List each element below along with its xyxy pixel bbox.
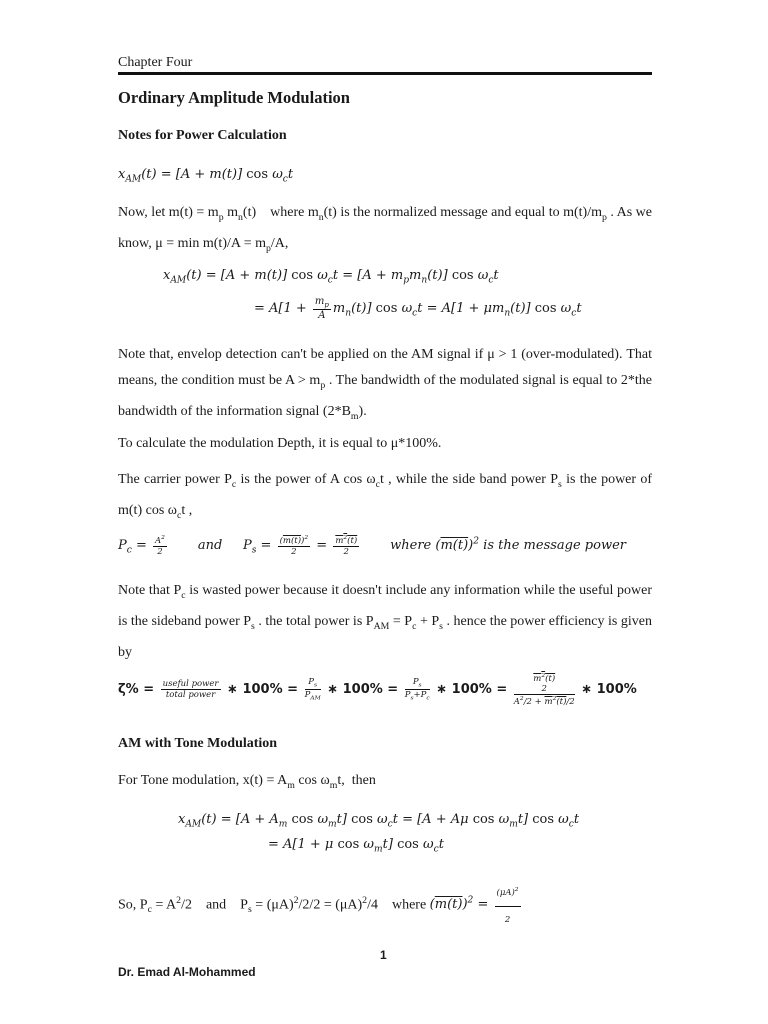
equation-power-pc-ps: $P_c$ = $\frac{A^2}{2}$ and $P_s$ = $\frac{(m(t))^2}{2}$ = $\frac{m^2(t)}{2}$ where $(m(t))^2$ is the message power — [118, 534, 626, 557]
paragraph-modulation-depth: To calculate the modulation Depth, it is equal to μ*100%. — [118, 436, 442, 451]
header-rule — [118, 72, 652, 75]
paragraph-envelope-detection: Note that, envelop detection can't be applied on the AM signal if μ > 1 (over-modulated). That means, the condition must be $A > m_p$ . The bandwidth of the modulated signal is equal to 2*the bandwidth of the information signal $(2*B_m)$. — [118, 347, 652, 422]
paragraph-carrier-power: The carrier power $P_c$ is the power of A $\cos \omega_ct$ , while the side band power $P_s$ is the power of m(t) $\cos \omega_ct$ , — [118, 472, 652, 521]
paragraph-tone-modulation: For Tone modulation, $x(t) = A_m$ $\cos \omega_mt$, then — [118, 773, 376, 791]
equation-xam: $x_{AM}(t) = [A + m(t)]$ $\cos \omega_ct$ — [118, 167, 294, 185]
equation-tone-xam-simplified: = A[1 + μ $\cos \omega_mt$] $\cos \omega_ct$ — [268, 837, 444, 855]
page-number: 1 — [380, 948, 387, 962]
author-footer: Dr. Emad Al-Mohammed — [118, 965, 256, 979]
paragraph-normalized-message: Now, let $m(t) = m_p$ $m_n(t)$ where $m_n(t)$ is the normalized message and equal to $m(t)/m_p$ . As we know, $\mu = \min m(t)/A = m_p/A$, — [118, 205, 653, 254]
equation-xam-expanded: $x_{AM}(t) = [A + m(t)]$ $\cos \omega_ct = [A + m_pm_n(t)]$ $\cos \omega_ct$ — [163, 268, 499, 286]
chapter-header: Chapter Four — [118, 55, 193, 70]
paragraph-wasted-power: Note that $P_c$ is wasted power because it doesn't include any information while the useful power is the sideband power $P_s$ . the total power is $P_{AM} = P_c + P_s$ . hence the power efficiency is given by — [118, 583, 652, 660]
paragraph-tone-power: So, $P_c = A^2/2$ and $P_s = (\mu A)^2/2/2 = (\mu A)^2/4$ where $(m(t))^2$ = $\frac{(\mu A)^2}{2}$ — [118, 877, 678, 933]
section-heading-power: Notes for Power Calculation — [118, 128, 287, 143]
equation-tone-xam: $x_{AM}(t) = [A + A_m$ $\cos \omega_mt$] $\cos \omega_ct = [A + A\mu$ $\cos \omega_mt$] $\cos \omega_ct$ — [178, 812, 580, 830]
page-title: Ordinary Amplitude Modulation — [118, 88, 350, 107]
equation-power-efficiency: ζ% = $\frac{\text{useful power}}{\text{total power}}$ ∗ 100% = $\frac{P_s}{P_{AM}}$ ∗ 100% = $\frac{P_s}{P_s+P_c}$ ∗ 100% = $m^2(t)$ 2 $A^2/2 + m^2(t)/2$ ∗ 100% — [118, 672, 637, 707]
section-heading-tone: AM with Tone Modulation — [118, 736, 278, 751]
equation-xam-normalized: = A[1 + $\frac{m_p}{A}$ $m_n(t)$] $\cos \omega_ct = A[1 + \mu m_n(t)]$ $\cos \omega_ct$ — [254, 296, 582, 321]
